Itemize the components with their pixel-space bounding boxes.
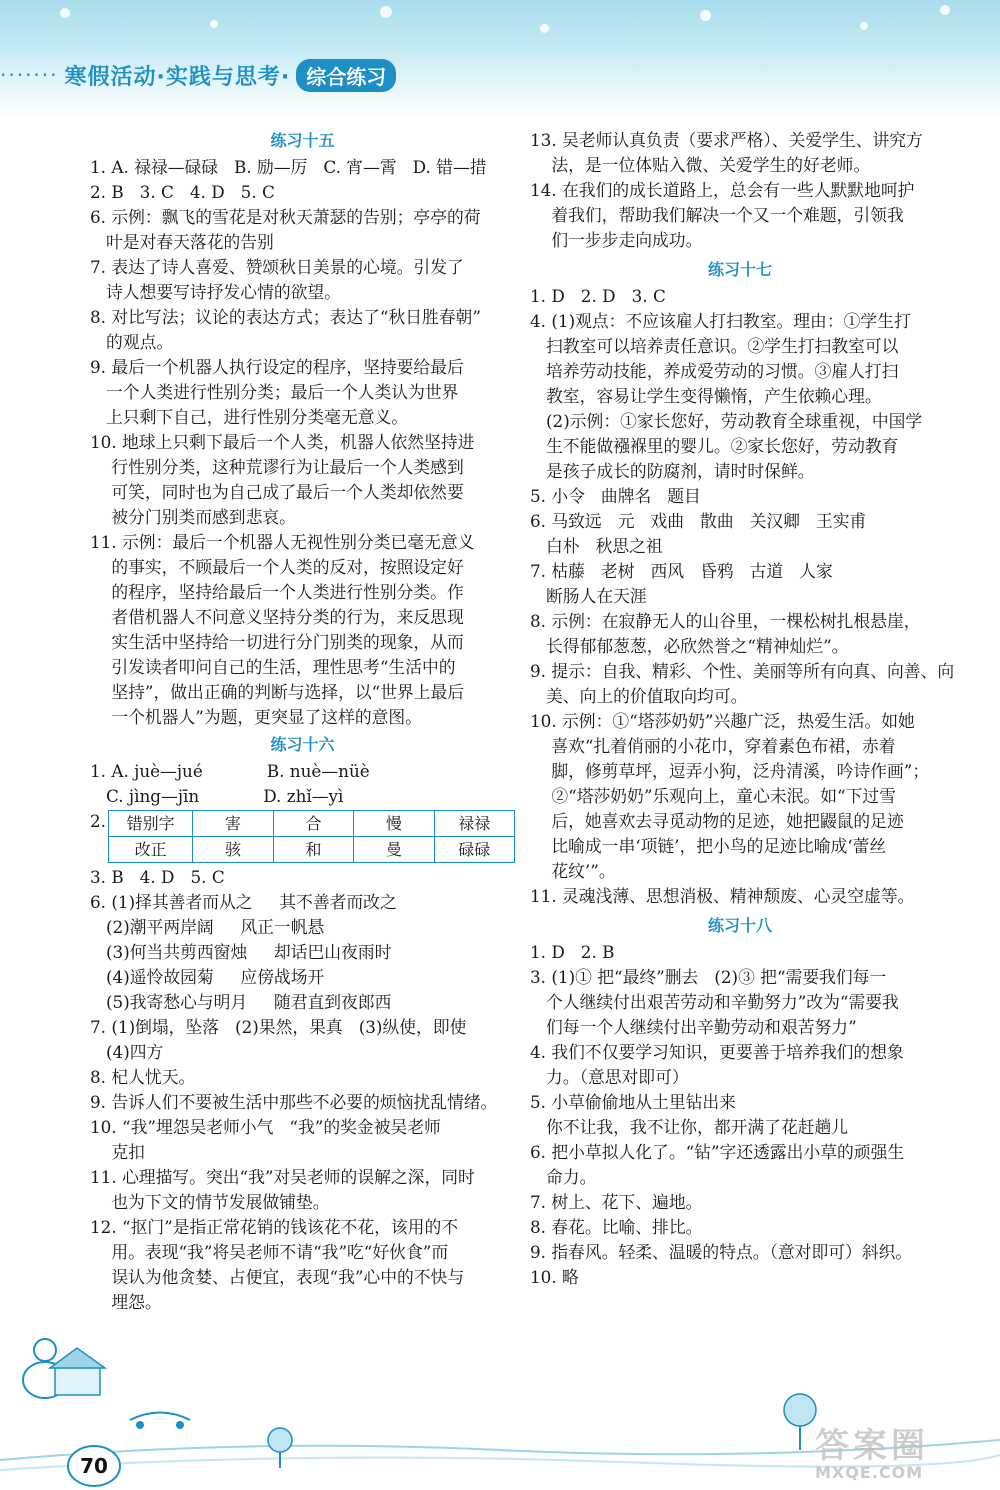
section-16-answers-b	[90, 865, 515, 1315]
answer-line: 培养劳动技能，养成爱劳动的习惯。③雇人打扫	[530, 361, 899, 381]
table-cell: 碌碌	[434, 837, 514, 863]
answer-line: 是孩子成长的防腐剂，请时时保鲜。	[530, 461, 815, 481]
tree-icon	[268, 1428, 292, 1468]
answer-line: 也为下文的情节发展做铺垫。	[90, 1192, 330, 1212]
snowflake-icon	[210, 20, 218, 28]
answer-line: 引发读者叩问自己的生活，理性思考“生活中的	[90, 657, 456, 677]
answer-line: 脚，修剪草坪，逗弄小狗，泛舟清溪，吟诗作画”；	[530, 761, 930, 781]
answer-line: 14. 在我们的成长道路上，总会有一些人默默地呵护	[530, 180, 915, 200]
answer-line: 者借机器人不问意义坚持分类的行为，来反思现	[90, 607, 464, 627]
answer-line: 7. 表达了诗人喜爱、赞颂秋日美景的心境。引发了	[90, 257, 464, 277]
answer-line: (4)四方	[90, 1042, 164, 1062]
answer-line: 误认为他贪婪、占便宜，表现“我”心中的不快与	[90, 1267, 465, 1287]
answer-line: 6. 把小草拟人化了。“钻”字还透露出小草的顽强生	[530, 1142, 905, 1162]
answer-line: 埋怨。	[90, 1292, 162, 1312]
answer-line: 扫教室可以培养责任意识。②学生打扫教室可以	[530, 336, 899, 356]
section-15-answers	[90, 155, 515, 730]
answer-line: ②“塔莎奶奶”乐观向上，童心未泯。如“下过雪	[530, 786, 896, 806]
answer-line: 1. A. juè—jué B. nuè—nüè	[90, 761, 370, 781]
answer-line: (3)何当共剪西窗烛 却话巴山夜雨时	[90, 942, 392, 962]
book-header	[0, 58, 396, 92]
answer-line: 4. (1)观点：不应该雇人打扫教室。理由：①学生打	[530, 311, 911, 331]
answer-line: 8. 示例：在寂静无人的山谷里，一棵松树扎根悬崖，	[530, 611, 921, 631]
answer-line: 12. “抠门”是指正常花销的钱该花不花，该用的不	[90, 1217, 459, 1237]
section-17-answers	[530, 284, 955, 909]
answer-line: 5. 小草偷偷地从土里钻出来	[530, 1092, 736, 1112]
snowflake-icon	[940, 5, 950, 15]
table-cell: 合	[273, 811, 353, 837]
answer-line: 着我们，帮助我们解决一个又一个难题，引领我	[530, 205, 904, 225]
answer-line: 7. 树上、花下、遍地。	[530, 1192, 703, 1212]
watermark	[815, 1418, 990, 1482]
answer-line: (5)我寄愁心与明月 随君直到夜郎西	[90, 992, 392, 1012]
answer-line: 喜欢“扎着俏丽的小花巾，穿着素色布裙，赤着	[530, 736, 896, 756]
page-number	[66, 1442, 122, 1490]
answer-line: 们一步步走向成功。	[530, 230, 703, 250]
watermark-url: MXQE.COM	[815, 1463, 924, 1482]
answer-line: 你不让我，我不让你，都开满了花赶趟儿	[530, 1117, 849, 1137]
answer-line: 坚持”，做出正确的判断与选择，以“世界上最后	[90, 682, 465, 702]
answer-line: 3. B 4. D 5. C	[90, 867, 225, 887]
book-title-pill: 综合练习	[296, 59, 396, 92]
answer-line: 后，她喜欢去寻觅动物的足迹，她把鼹鼠的足迹	[530, 811, 904, 831]
table-cell: 骇	[193, 837, 273, 863]
answer-line: 叶是对春天落花的告别	[90, 232, 274, 252]
left-column	[90, 128, 515, 1315]
sled-icon	[130, 1413, 190, 1430]
table-cell: 和	[273, 837, 353, 863]
section-title-15: 练习十五	[270, 131, 335, 150]
page-number-text: 70	[80, 1454, 108, 1478]
section-title-16: 练习十六	[270, 735, 335, 754]
table-cell: 禄禄	[434, 811, 514, 837]
table-question-number: 2.	[90, 811, 107, 831]
answer-line: 9. 最后一个机器人执行设定的程序，坚持要给最后	[90, 357, 464, 377]
answer-line: (4)遥怜故园菊 应傍战场开	[90, 967, 325, 987]
section-16-continued	[530, 128, 950, 253]
answer-line: 可笑，同时也为自己成了最后一个人类却依然要	[90, 482, 464, 502]
typo-correction-table	[108, 810, 515, 863]
answer-line: 行性别分类，这种荒谬行为让最后一个人类感到	[90, 457, 464, 477]
answer-line: 8. 对比写法；议论的表达方式；表达了“秋日胜春朝”	[90, 307, 481, 327]
table-row	[109, 837, 515, 863]
answer-line: 的观点。	[90, 332, 174, 352]
table-cell: 害	[193, 811, 273, 837]
answer-line: 9. 指春风。轻柔、温暖的特点。（意对即可）斜织。	[530, 1242, 913, 1262]
answer-line: 6. 示例：飘飞的雪花是对秋天萧瑟的告别；亭亭的荷	[90, 207, 481, 227]
answer-line: 1. A. 禄禄—碌碌 B. 励—厉 C. 宵—霄 D. 错—措	[90, 157, 487, 177]
answer-line: 上只剩下自己，进行性别分类毫无意义。	[90, 407, 409, 427]
answer-line: 命力。	[530, 1167, 597, 1187]
header-dots: ·······	[0, 63, 59, 87]
answer-line: 10. “我”埋怨吴老师小气 “我”的奖金被吴老师	[90, 1117, 441, 1137]
answer-line: 白朴 秋思之祖	[530, 536, 663, 556]
answer-line: 1. D 2. B	[530, 942, 615, 962]
answer-line: 7. 枯藤 老树 西风 昏鸦 古道 人家	[530, 561, 833, 581]
answer-line: 7. (1)倒塌，坠落 (2)果然，果真 (3)纵使，即使	[90, 1017, 467, 1037]
answer-line: 的程序，坚持给最后一个人类进行性别分类。作	[90, 582, 464, 602]
answer-line: 8. 春花。比喻、排比。	[530, 1217, 703, 1237]
answer-line: (2)示例：①家长您好，劳动教育全球重视，中国学	[530, 411, 923, 431]
answer-line: 11. 心理描写。突出“我”对吴老师的误解之深，同时	[90, 1167, 475, 1187]
answer-line: 克扣	[90, 1142, 145, 1162]
answer-line: 11. 灵魂浅薄、思想消极、精神颓废、心灵空虚等。	[530, 886, 915, 906]
table-cell: 慢	[354, 811, 434, 837]
answer-line: 诗人想要写诗抒发心情的欲望。	[90, 282, 341, 302]
answer-line: 生不能做襁褓里的婴儿。②家长您好，劳动教育	[530, 436, 899, 456]
answer-line: 一个机器人”为题，更突显了这样的意图。	[90, 707, 422, 727]
answer-line: 美、向上的价值取向均可。	[530, 686, 748, 706]
watermark-logo-text: 答案圈	[815, 1426, 929, 1466]
answer-line: 10. 略	[530, 1267, 579, 1287]
answer-line: 10. 地球上只剩下最后一个人类，机器人依然坚持进	[90, 432, 475, 452]
answer-line: 断肠人在天涯	[530, 586, 647, 606]
answer-line: 一个人类进行性别分类；最后一个人类认为世界	[90, 382, 459, 402]
answer-line: 法，是一位体贴入微、关爱学生的好老师。	[530, 155, 871, 175]
snowflake-icon	[380, 6, 392, 18]
section-18-answers	[530, 940, 950, 1290]
snowflake-icon	[540, 24, 549, 33]
answer-line: 个人继续付出艰苦劳动和辛勤努力”改为“需要我	[530, 992, 899, 1012]
section-16-answers-a	[90, 759, 515, 809]
section-title-17: 练习十七	[707, 260, 772, 279]
answer-line: 9. 提示：自我、精彩、个性、美丽等所有向真、向善、向	[530, 661, 955, 681]
snowman-house-icon	[23, 1339, 105, 1398]
answer-line: 2. B 3. C 4. D 5. C	[90, 182, 275, 202]
answer-line: 用。表现“我”将吴老师不请“我”吃“好伙食”而	[90, 1242, 449, 1262]
answer-line: 6. 马致远 元 戏曲 散曲 关汉卿 王实甫	[530, 511, 867, 531]
table-cell: 错别字	[109, 811, 193, 837]
answer-line: 6. (1)择其善者而从之 其不善者而改之	[90, 892, 397, 912]
answer-line: 8. 杞人忧天。	[90, 1067, 196, 1087]
answer-line: 11. 示例：最后一个机器人无视性别分类已毫无意义	[90, 532, 475, 552]
answer-line: 9. 告诉人们不要被生活中那些不必要的烦恼扰乱情绪。	[90, 1092, 498, 1112]
snowflake-icon	[700, 10, 711, 21]
answer-line: (2)潮平两岸阔 风正一帆悬	[90, 917, 325, 937]
book-title: 寒假活动·实践与思考·	[64, 64, 291, 90]
answer-line: 13. 吴老师认真负责（要求严格）、关爱学生、讲究方	[530, 130, 923, 150]
answer-line: 教室，容易让学生变得懒惰，产生依赖心理。	[530, 386, 882, 406]
table-cell: 改正	[109, 837, 193, 863]
tree-icon	[784, 1394, 816, 1450]
answer-line: 长得郁郁葱葱，必欣然誉之“精神灿烂”。	[530, 636, 849, 656]
snowflake-icon	[60, 8, 70, 18]
answer-line: 10. 示例：①“塔莎奶奶”兴趣广泛，热爱生活。如她	[530, 711, 915, 731]
table-cell: 曼	[354, 837, 434, 863]
answer-line: 比喻成一串‘项链’，把小鸟的足迹比喻成‘蕾丝	[530, 836, 887, 856]
answer-line: 4. 我们不仅要学习知识，更要善于培养我们的想象	[530, 1042, 904, 1062]
answer-line: 5. 小令 曲牌名 题目	[530, 486, 701, 506]
answer-line: 3. (1)① 把“最终”删去 (2)③ 把“需要我们每一	[530, 967, 887, 987]
answer-line: 实生活中坚持给一切进行分门别类的现象，从而	[90, 632, 464, 652]
answer-line: C. jìng—jīn D. zhǐ—yì	[90, 786, 344, 806]
answer-line: 力。（意思对即可）	[530, 1067, 689, 1087]
snowflake-icon	[860, 22, 868, 30]
answer-line: 的事实，不顾最后一个人类的反对，按照设定好	[90, 557, 464, 577]
answer-line: 被分门别类而感到悲哀。	[90, 507, 296, 527]
answer-line: 花纹’”。	[530, 861, 616, 881]
section-title-18: 练习十八	[707, 916, 772, 935]
answer-line: 1. D 2. D 3. C	[530, 286, 666, 306]
right-column	[530, 128, 955, 1290]
table-row	[109, 811, 515, 837]
answer-line: 们每一个人继续付出辛勤劳动和艰苦努力”	[530, 1017, 857, 1037]
